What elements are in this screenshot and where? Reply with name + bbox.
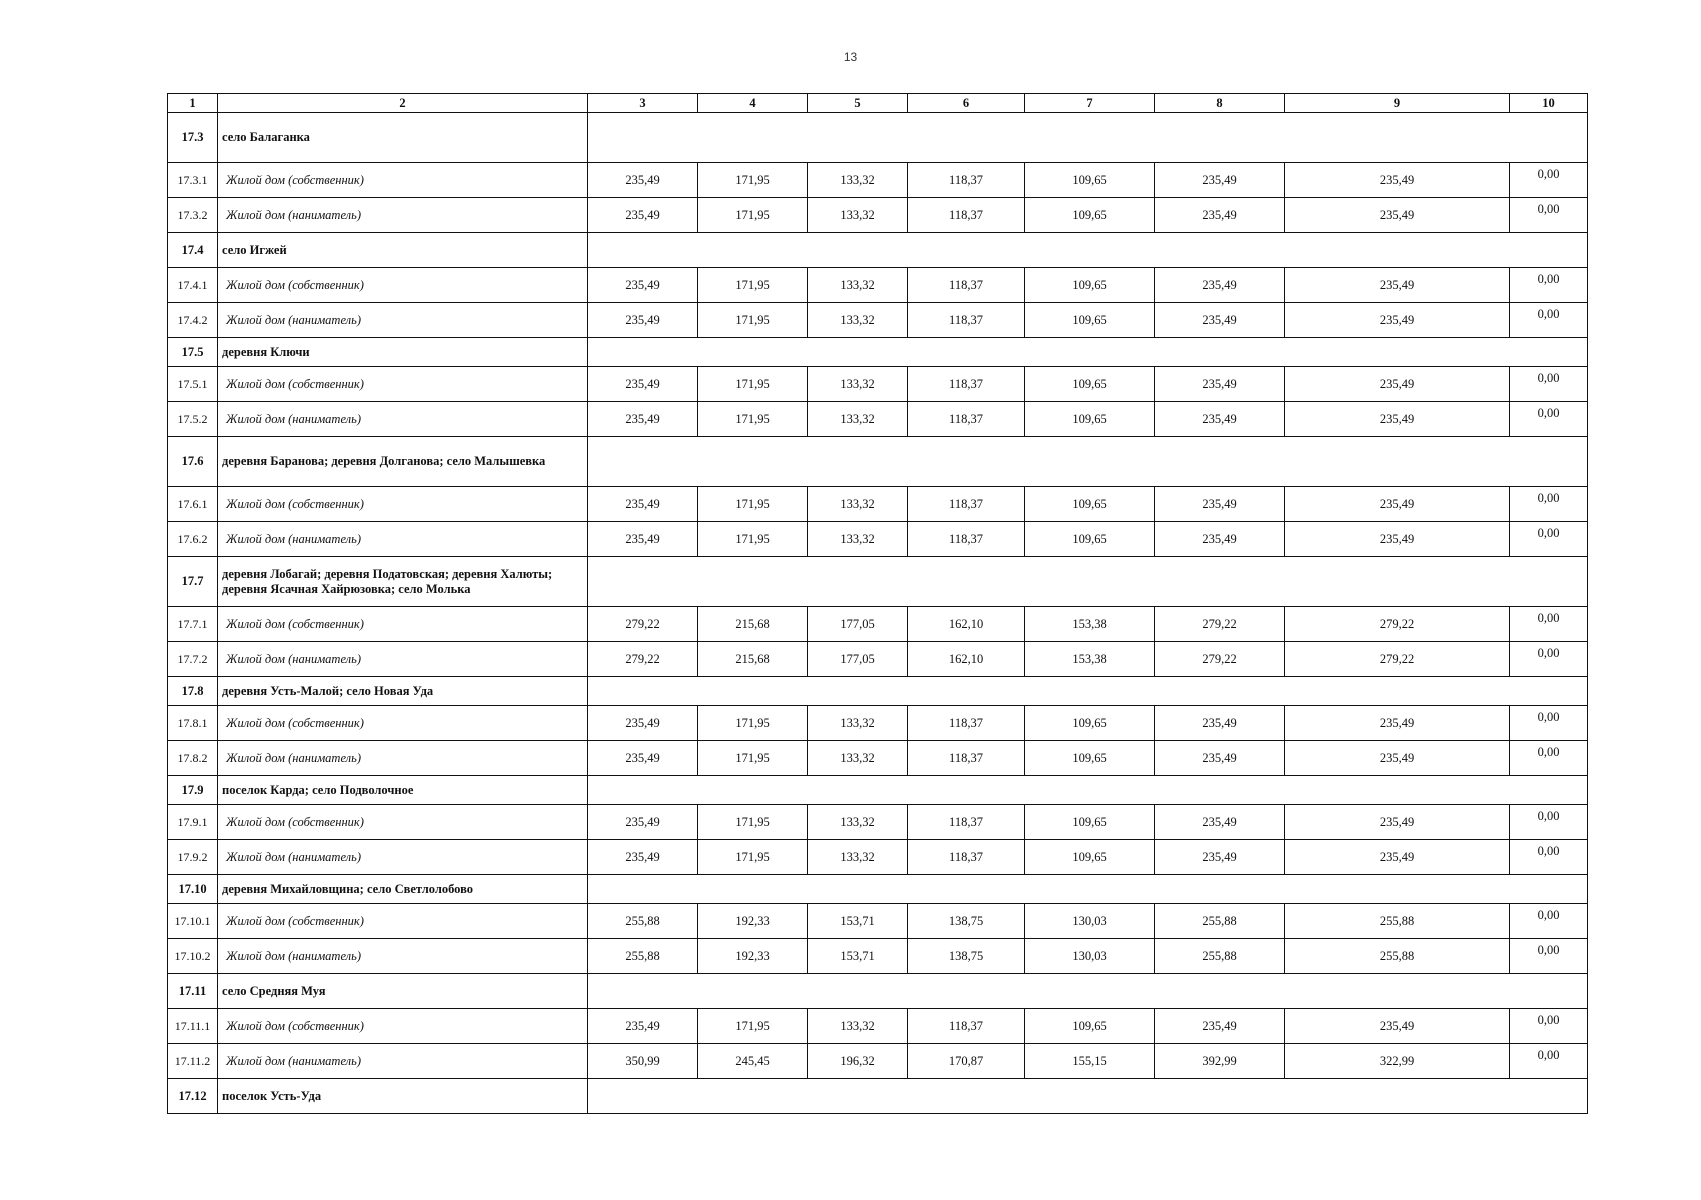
row-code: 17.7 (168, 557, 218, 607)
row-code: 17.8.1 (168, 706, 218, 741)
value-cell: 171,95 (698, 487, 808, 522)
value-cell: 235,49 (588, 367, 698, 402)
value-cell: 192,33 (698, 939, 808, 974)
value-cell: 235,49 (1285, 303, 1510, 338)
value-cell: 235,49 (588, 522, 698, 557)
row-code: 17.5.1 (168, 367, 218, 402)
value-cell: 133,32 (808, 268, 908, 303)
value-cell: 392,99 (1155, 1044, 1285, 1079)
value-cell: 0,00 (1510, 163, 1588, 198)
value-cell: 109,65 (1025, 367, 1155, 402)
header-cell: 2 (218, 94, 588, 113)
row-name: Жилой дом (наниматель) (218, 402, 588, 437)
item-row (168, 642, 1588, 677)
value-cell: 155,15 (1025, 1044, 1155, 1079)
value-cell: 109,65 (1025, 840, 1155, 875)
value-cell: 118,37 (908, 805, 1025, 840)
value-cell: 235,49 (1285, 268, 1510, 303)
value-cell: 235,49 (1155, 198, 1285, 233)
value-cell: 0,00 (1510, 642, 1588, 677)
group-empty-cell (588, 338, 1588, 367)
item-row (168, 402, 1588, 437)
row-code: 17.11.2 (168, 1044, 218, 1079)
group-empty-cell (588, 437, 1588, 487)
item-row (168, 1009, 1588, 1044)
value-cell: 162,10 (908, 642, 1025, 677)
row-name: Жилой дом (собственник) (218, 163, 588, 198)
group-empty-cell (588, 233, 1588, 268)
value-cell: 171,95 (698, 303, 808, 338)
group-empty-cell (588, 1079, 1588, 1114)
item-row (168, 939, 1588, 974)
value-cell: 235,49 (588, 805, 698, 840)
group-row (168, 1079, 1588, 1114)
value-cell: 279,22 (1155, 607, 1285, 642)
header-cell: 9 (1285, 94, 1510, 113)
value-cell: 118,37 (908, 303, 1025, 338)
value-cell: 109,65 (1025, 402, 1155, 437)
header-cell: 1 (168, 94, 218, 113)
value-cell: 235,49 (1285, 805, 1510, 840)
row-code: 17.9 (168, 776, 218, 805)
value-cell: 0,00 (1510, 487, 1588, 522)
row-name: Жилой дом (собственник) (218, 268, 588, 303)
value-cell: 235,49 (1155, 706, 1285, 741)
value-cell: 118,37 (908, 402, 1025, 437)
value-cell: 235,49 (1155, 268, 1285, 303)
value-cell: 177,05 (808, 642, 908, 677)
row-name: Жилой дом (наниматель) (218, 522, 588, 557)
value-cell: 0,00 (1510, 805, 1588, 840)
value-cell: 235,49 (588, 741, 698, 776)
group-empty-cell (588, 875, 1588, 904)
value-cell: 0,00 (1510, 268, 1588, 303)
value-cell: 279,22 (1285, 642, 1510, 677)
value-cell: 133,32 (808, 1009, 908, 1044)
value-cell: 235,49 (588, 198, 698, 233)
row-code: 17.4 (168, 233, 218, 268)
value-cell: 192,33 (698, 904, 808, 939)
value-cell: 153,71 (808, 904, 908, 939)
value-cell: 235,49 (588, 1009, 698, 1044)
value-cell: 235,49 (1155, 805, 1285, 840)
value-cell: 109,65 (1025, 198, 1155, 233)
row-name: Жилой дом (наниматель) (218, 198, 588, 233)
row-name: село Средняя Муя (218, 974, 588, 1009)
value-cell: 133,32 (808, 706, 908, 741)
item-row (168, 607, 1588, 642)
value-cell: 0,00 (1510, 607, 1588, 642)
row-name: Жилой дом (собственник) (218, 706, 588, 741)
row-code: 17.7.1 (168, 607, 218, 642)
value-cell: 255,88 (1285, 939, 1510, 974)
value-cell: 0,00 (1510, 198, 1588, 233)
group-empty-cell (588, 974, 1588, 1009)
value-cell: 279,22 (1155, 642, 1285, 677)
header-cell: 4 (698, 94, 808, 113)
value-cell: 171,95 (698, 402, 808, 437)
value-cell: 130,03 (1025, 904, 1155, 939)
row-name: Жилой дом (собственник) (218, 1009, 588, 1044)
row-name: Жилой дом (собственник) (218, 607, 588, 642)
value-cell: 235,49 (588, 487, 698, 522)
value-cell: 138,75 (908, 904, 1025, 939)
row-code: 17.6 (168, 437, 218, 487)
header-cell: 5 (808, 94, 908, 113)
table-body (168, 94, 1588, 1114)
item-row (168, 1044, 1588, 1079)
value-cell: 153,38 (1025, 642, 1155, 677)
value-cell: 0,00 (1510, 904, 1588, 939)
row-name: село Игжей (218, 233, 588, 268)
value-cell: 133,32 (808, 487, 908, 522)
value-cell: 235,49 (1285, 402, 1510, 437)
value-cell: 118,37 (908, 741, 1025, 776)
value-cell: 235,49 (1285, 522, 1510, 557)
value-cell: 118,37 (908, 198, 1025, 233)
value-cell: 118,37 (908, 522, 1025, 557)
value-cell: 109,65 (1025, 303, 1155, 338)
row-name: Жилой дом (наниматель) (218, 642, 588, 677)
value-cell: 235,49 (1155, 367, 1285, 402)
value-cell: 245,45 (698, 1044, 808, 1079)
value-cell: 171,95 (698, 522, 808, 557)
row-name: Жилой дом (наниматель) (218, 840, 588, 875)
value-cell: 171,95 (698, 198, 808, 233)
value-cell: 235,49 (588, 840, 698, 875)
value-cell: 118,37 (908, 706, 1025, 741)
value-cell: 109,65 (1025, 487, 1155, 522)
value-cell: 0,00 (1510, 1009, 1588, 1044)
row-name: деревня Усть-Малой; село Новая Уда (218, 677, 588, 706)
row-code: 17.10.1 (168, 904, 218, 939)
value-cell: 322,99 (1285, 1044, 1510, 1079)
group-row (168, 437, 1588, 487)
value-cell: 133,32 (808, 741, 908, 776)
group-empty-cell (588, 677, 1588, 706)
value-cell: 118,37 (908, 1009, 1025, 1044)
value-cell: 109,65 (1025, 268, 1155, 303)
value-cell: 133,32 (808, 198, 908, 233)
value-cell: 0,00 (1510, 741, 1588, 776)
value-cell: 133,32 (808, 522, 908, 557)
row-code: 17.8.2 (168, 741, 218, 776)
item-row (168, 706, 1588, 741)
value-cell: 215,68 (698, 642, 808, 677)
value-cell: 118,37 (908, 268, 1025, 303)
value-cell: 138,75 (908, 939, 1025, 974)
value-cell: 171,95 (698, 163, 808, 198)
value-cell: 153,38 (1025, 607, 1155, 642)
header-cell: 7 (1025, 94, 1155, 113)
value-cell: 235,49 (588, 268, 698, 303)
value-cell: 177,05 (808, 607, 908, 642)
value-cell: 235,49 (1285, 1009, 1510, 1044)
item-row (168, 522, 1588, 557)
row-name: деревня Ключи (218, 338, 588, 367)
value-cell: 235,49 (588, 706, 698, 741)
row-name: Жилой дом (собственник) (218, 367, 588, 402)
value-cell: 109,65 (1025, 1009, 1155, 1044)
value-cell: 0,00 (1510, 840, 1588, 875)
value-cell: 133,32 (808, 805, 908, 840)
value-cell: 133,32 (808, 163, 908, 198)
row-code: 17.9.1 (168, 805, 218, 840)
row-name: село Балаганка (218, 113, 588, 163)
row-name: деревня Баранова; деревня Долганова; село Малышевка (218, 437, 588, 487)
row-code: 17.3 (168, 113, 218, 163)
value-cell: 0,00 (1510, 939, 1588, 974)
value-cell: 255,88 (588, 939, 698, 974)
item-row (168, 163, 1588, 198)
row-code: 17.12 (168, 1079, 218, 1114)
group-row (168, 974, 1588, 1009)
group-empty-cell (588, 113, 1588, 163)
row-code: 17.8 (168, 677, 218, 706)
value-cell: 279,22 (588, 642, 698, 677)
row-name: деревня Лобагай; деревня Податовская; деревня Халюты; деревня Ясачная Хайрюзовка; село Молька (218, 557, 588, 607)
row-code: 17.6.2 (168, 522, 218, 557)
item-row (168, 268, 1588, 303)
value-cell: 171,95 (698, 367, 808, 402)
value-cell: 279,22 (588, 607, 698, 642)
group-row (168, 338, 1588, 367)
value-cell: 196,32 (808, 1044, 908, 1079)
value-cell: 235,49 (1155, 1009, 1285, 1044)
row-name: Жилой дом (собственник) (218, 805, 588, 840)
value-cell: 279,22 (1285, 607, 1510, 642)
value-cell: 109,65 (1025, 805, 1155, 840)
group-row (168, 113, 1588, 163)
row-code: 17.11.1 (168, 1009, 218, 1044)
value-cell: 0,00 (1510, 1044, 1588, 1079)
value-cell: 235,49 (1155, 522, 1285, 557)
value-cell: 255,88 (588, 904, 698, 939)
value-cell: 235,49 (1155, 303, 1285, 338)
value-cell: 235,49 (1285, 367, 1510, 402)
group-empty-cell (588, 557, 1588, 607)
value-cell: 0,00 (1510, 706, 1588, 741)
value-cell: 0,00 (1510, 367, 1588, 402)
row-name: Жилой дом (наниматель) (218, 939, 588, 974)
value-cell: 350,99 (588, 1044, 698, 1079)
value-cell: 153,71 (808, 939, 908, 974)
group-row (168, 557, 1588, 607)
group-empty-cell (588, 776, 1588, 805)
header-row (168, 94, 1588, 113)
value-cell: 171,95 (698, 840, 808, 875)
tariff-table (167, 93, 1588, 1114)
row-code: 17.5.2 (168, 402, 218, 437)
row-code: 17.3.2 (168, 198, 218, 233)
value-cell: 255,88 (1155, 904, 1285, 939)
value-cell: 133,32 (808, 367, 908, 402)
value-cell: 235,49 (588, 163, 698, 198)
value-cell: 170,87 (908, 1044, 1025, 1079)
value-cell: 235,49 (1155, 741, 1285, 776)
item-row (168, 367, 1588, 402)
value-cell: 118,37 (908, 487, 1025, 522)
row-code: 17.4.1 (168, 268, 218, 303)
row-name: поселок Усть-Уда (218, 1079, 588, 1114)
header-cell: 6 (908, 94, 1025, 113)
row-code: 17.5 (168, 338, 218, 367)
value-cell: 0,00 (1510, 303, 1588, 338)
value-cell: 255,88 (1285, 904, 1510, 939)
value-cell: 133,32 (808, 840, 908, 875)
value-cell: 0,00 (1510, 522, 1588, 557)
value-cell: 235,49 (1155, 840, 1285, 875)
header-cell: 8 (1155, 94, 1285, 113)
value-cell: 118,37 (908, 163, 1025, 198)
item-row (168, 303, 1588, 338)
row-code: 17.4.2 (168, 303, 218, 338)
row-name: Жилой дом (собственник) (218, 904, 588, 939)
value-cell: 235,49 (1285, 706, 1510, 741)
row-name: поселок Карда; село Подволочное (218, 776, 588, 805)
value-cell: 235,49 (1285, 163, 1510, 198)
value-cell: 235,49 (588, 303, 698, 338)
value-cell: 235,49 (588, 402, 698, 437)
value-cell: 133,32 (808, 303, 908, 338)
value-cell: 109,65 (1025, 741, 1155, 776)
row-code: 17.6.1 (168, 487, 218, 522)
value-cell: 255,88 (1155, 939, 1285, 974)
group-row (168, 677, 1588, 706)
group-row (168, 233, 1588, 268)
row-name: Жилой дом (собственник) (218, 487, 588, 522)
value-cell: 171,95 (698, 741, 808, 776)
value-cell: 109,65 (1025, 163, 1155, 198)
value-cell: 235,49 (1285, 741, 1510, 776)
page-number: 13 (843, 50, 858, 64)
row-code: 17.9.2 (168, 840, 218, 875)
item-row (168, 741, 1588, 776)
row-name: Жилой дом (наниматель) (218, 303, 588, 338)
value-cell: 171,95 (698, 268, 808, 303)
value-cell: 235,49 (1285, 198, 1510, 233)
row-name: Жилой дом (наниматель) (218, 741, 588, 776)
row-name: Жилой дом (наниматель) (218, 1044, 588, 1079)
group-row (168, 875, 1588, 904)
item-row (168, 840, 1588, 875)
item-row (168, 805, 1588, 840)
group-row (168, 776, 1588, 805)
value-cell: 130,03 (1025, 939, 1155, 974)
value-cell: 171,95 (698, 805, 808, 840)
value-cell: 235,49 (1285, 487, 1510, 522)
value-cell: 171,95 (698, 1009, 808, 1044)
item-row (168, 487, 1588, 522)
row-name: деревня Михайловщина; село Светлолобово (218, 875, 588, 904)
item-row (168, 198, 1588, 233)
value-cell: 109,65 (1025, 522, 1155, 557)
header-cell: 3 (588, 94, 698, 113)
value-cell: 235,49 (1155, 163, 1285, 198)
value-cell: 0,00 (1510, 402, 1588, 437)
row-code: 17.10 (168, 875, 218, 904)
row-code: 17.10.2 (168, 939, 218, 974)
value-cell: 133,32 (808, 402, 908, 437)
value-cell: 235,49 (1155, 487, 1285, 522)
row-code: 17.11 (168, 974, 218, 1009)
value-cell: 118,37 (908, 840, 1025, 875)
item-row (168, 904, 1588, 939)
value-cell: 235,49 (1285, 840, 1510, 875)
row-code: 17.7.2 (168, 642, 218, 677)
value-cell: 215,68 (698, 607, 808, 642)
value-cell: 109,65 (1025, 706, 1155, 741)
value-cell: 162,10 (908, 607, 1025, 642)
header-cell: 10 (1510, 94, 1588, 113)
value-cell: 171,95 (698, 706, 808, 741)
row-code: 17.3.1 (168, 163, 218, 198)
value-cell: 118,37 (908, 367, 1025, 402)
value-cell: 235,49 (1155, 402, 1285, 437)
